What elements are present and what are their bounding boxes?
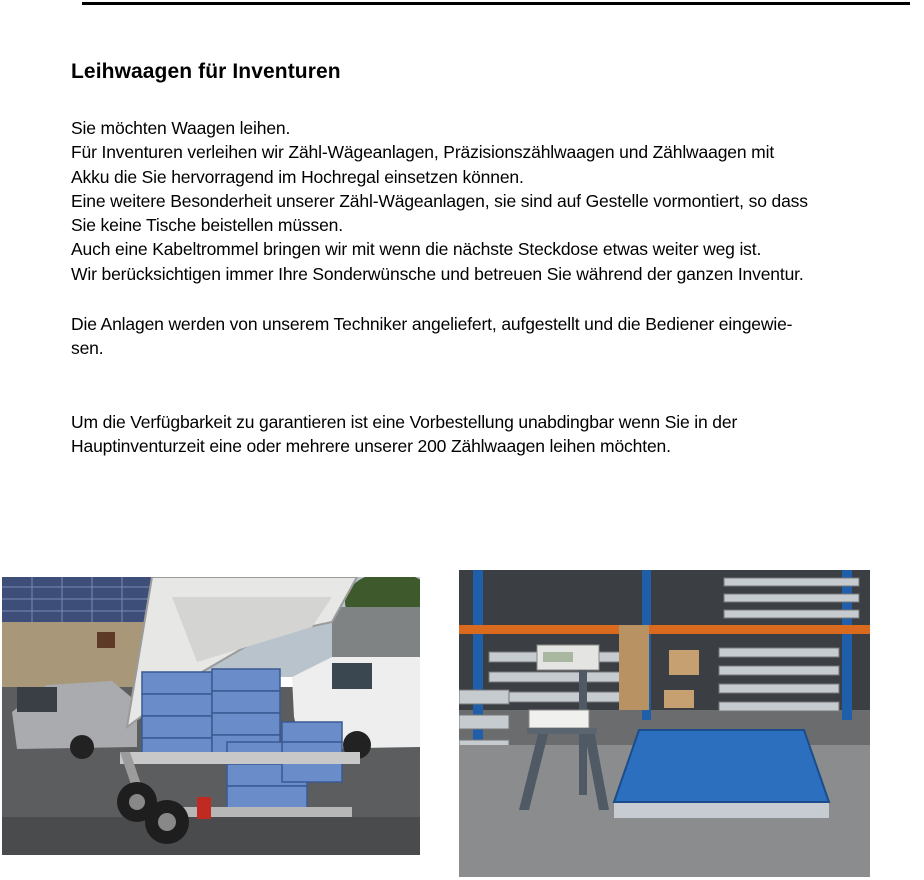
text-line: Sie keine Tische beistellen müssen. <box>71 215 343 236</box>
intro-paragraph <box>71 116 923 286</box>
delivery-paragraph <box>71 312 923 361</box>
text-line: Um die Verfügbarkeit zu garantieren ist eine Vorbestellung unabdingbar wenn Sie in der <box>71 412 738 432</box>
text-line: Sie möchten Waagen leihen. <box>71 118 291 138</box>
top-rule <box>82 2 910 5</box>
text-line: Wir berücksichtigen immer Ihre Sonderwünsche und betreuen Sie während der ganzen Inventur. <box>71 263 804 284</box>
scales-photo <box>459 570 870 877</box>
trailer-photo <box>2 577 420 855</box>
text-line: Für Inventuren verleihen wir Zähl-Wägeanlagen, Präzisionszählwaagen und Zählwaagen mit <box>71 142 775 163</box>
text-line: sen. <box>71 338 104 359</box>
page-title: Leihwaagen für Inventuren <box>71 60 341 83</box>
text-line: Die Anlagen werden von unserem Techniker angeliefert, aufgestellt und die Bediener eingewie- <box>71 314 793 334</box>
availability-paragraph <box>71 410 923 459</box>
text-line: Akku die Sie hervorragend im Hochregal einsetzen können. <box>71 166 524 187</box>
text-line: Auch eine Kabeltrommel bringen wir mit wenn die nächste Steckdose etwas weiter weg ist. <box>71 239 762 260</box>
text-line: Hauptinventurzeit eine oder mehrere unserer 200 Zählwaagen leihen möchten. <box>71 436 671 457</box>
text-line: Eine weitere Besonderheit unserer Zähl-Wägeanlagen, sie sind auf Gestelle vormontiert, so dass <box>71 190 808 211</box>
